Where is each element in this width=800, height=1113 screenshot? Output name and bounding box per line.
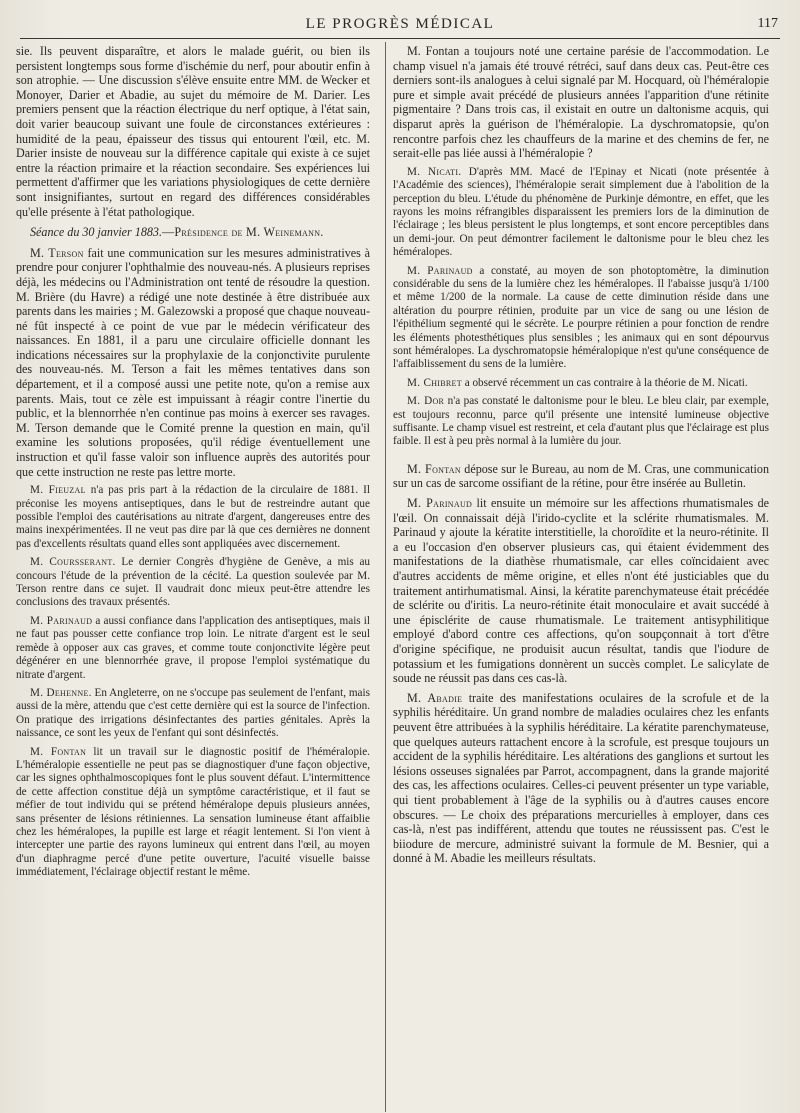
paragraph-text: En Angleterre, on ne s'occupe pas seulement de l'enfant, mais aussi de la mère, attendu que c'est cette dernière qui est la source de l'infection. On pratique des irrigations désinfectantes des parties génitales. Après la naissance, ce sont les yeux de l'enfant qui sont désinfectés. <box>16 686 370 740</box>
paragraph-text: fait une communication sur les mesures administratives à prendre pour conjurer l'ophthalmie des nouveau-nés. A plusieurs reprises déjà, les médecins ou l'Administration ont tenté de résoudre la question. M. Brière (du Havre) a rédigé une note destinée à être distribuée aux parents dans les mairies ; M. Galezowski a proposé que chaque nouveau-né fût inspecté à ce point de vue par le médecin vérificateur des naissances. En 1881, il a paru une circulaire officielle donnant les indications nécessaires sur la prophylaxie de la conjonctivite purulente des nouveau-nés. M. Terson a fait les mêmes tentatives dans son département, et il a composé aussi une petite note, qu'on a remise aux parents. Mais, tout ce zèle est impuissant à réagir contre l'inertie du public, et la blennorrhée n'en continue pas moins à exercer ses ravages. M. Terson demande que le Comité prenne la question en main, qu'il examine les solutions proposées, qu'il rédige éventuellement une instruction et qu'il fasse valoir son influence auprès des autorités pour que cette instruction ne reste pas lettre morte. <box>16 245 370 479</box>
seance-heading <box>16 225 370 240</box>
paragraph-text: n'a pas constaté le daltonisme pour le bleu. Le bleu clair, par exemple, est toujours reconnu, parce qu'il présente une intensité lumineuse objective suffisante. Le champ visuel est restreint, et cela d'autant plus que l'éclairage est plus faible. Il est à peu près normal à la lumière du jour. <box>393 395 769 448</box>
seance-presidence: —Présidence de M. Weinemann. <box>162 225 324 240</box>
speaker-name: M. Nicati. <box>407 165 462 178</box>
paragraph: M. Fontan a toujours noté une certaine parésie de l'accommodation. Le champ visuel n'a jamais été trouvé rétréci, sauf dans deux cas. Peut-être ces derniers sont-ils analogues à celui signalé par M. Hocquard, où l'héméralopie pure et simple avait précédé de plusieurs années l'apparition d'une rétinite pigmentaire ? Dans trois cas, il existait en outre un daltonisme acquis, qui disparut après la guérison de l'héméralopie. La dyschromatopsie, qu'on rencontre parfois chez les chauffeurs de la marine et des chemins de fer, ne serait-elle pas liée aussi à l'héméralopie ? <box>393 44 769 161</box>
speaker-name: M. Parinaud <box>407 264 473 277</box>
paragraph-text: lit ensuite un mémoire sur les affections rhumatismales de l'œil. On connaissait déjà l'irido-cyclite et la sclérite rhumatismales. M. Parinaud y ajoute la kératite interstitielle, la choroïdite et la neuro-rétinite. Il a eu l'occasion d'en observer plusieurs cas, qui étaient évidemment des manifestations de la diathèse rhumatismale, car elles coïncidaient avec d'autres accidents de même origine, et elles n'ont été justiciables que du traitement antirhumatismal. Ainsi, la kératite parenchymateuse était précédée de sclérite ou d'iritis. La neuro-rétinite était monoculaire et avait succédé à une épisclérite de cause rhumatismale. Le traitement antisyphilitique employé d'abord contre ces affections, qu'on soupçonnait à tort d'être d'origine spécifique, ne produisit aucun résultat, tandis que l'iodure de potassium et les fumigations donnèrent un succès complet. Le salicylate de soude ne réussit pas dans ces cas-là. <box>393 496 769 686</box>
paragraph-text: n'a pas pris part à la rédaction de la circulaire de 1881. Il préconise les moyens antiseptiques, dans le but de restreindre autant que possible l'emploi des cautérisations au nitrate d'argent, dangereuses entre des mains inexpérimentées. Il ne veut pas dire par là que ces dernières ne donnent pas d'excellents résultats quand elles sont appliquées avec discernement. <box>16 484 370 550</box>
paragraph-text: Le dernier Congrès d'hygiène de Genève, a mis au concours l'étude de la prévention de la cécité. La question soulevée par M. Terson rentre dans ce sujet. Il vaudrait donc mieux peut-être attendre les conclusions des travaux présentés. <box>16 556 370 609</box>
column-divider <box>385 42 386 1112</box>
speaker-name: M. Chibret <box>407 376 462 389</box>
paragraph <box>393 395 769 449</box>
speaker-name: M. Dor <box>407 395 445 408</box>
speaker-name: M. Parinaud <box>30 614 93 627</box>
paragraph-text: a aussi confiance dans l'application des antiseptiques, mais il ne faut pas pousser cette confiance trop loin. Le nitrate d'argent est le seul remède à opposer aux cas graves, et comme toute conjonctivite légère peut dégénérer en une blennorrhée grave, il propose l'emploi systématique du nitrate d'argent. <box>16 614 370 681</box>
speaker-name: M. Terson <box>30 245 84 260</box>
page-number: 117 <box>757 16 778 31</box>
paragraph <box>393 265 769 372</box>
paragraph <box>393 166 769 260</box>
paragraph-text: lit un travail sur le diagnostic positif de l'héméralopie. L'héméralopie essentielle ne peut pas se diagnostiquer d'une façon objective, car les signes ophthalmoscopiques font le plus souvent défaut. L'intermittence de cette affection constitue déjà un symptôme caractéristique, et il faut se méfier de tout individu qui se prétend héméralope depuis plusieurs années, sans présenter de lésions rétiniennes. La sensation lumineuse étant affaiblie chez les héméralopes, la pupille est large et réagit lentement. Si l'on vient à intercepter une partie des rayons lumineux qui entrent dans l'œil, au moyen d'un diaphragme percé d'une petite ouverture, l'acuité visuelle baisse immédiatement, l'éclairage objectif restant le même. <box>16 745 370 879</box>
speaker-name: M. Fontan <box>407 461 461 476</box>
speaker-name: M. Coursserant. <box>30 556 116 569</box>
paragraph-text: D'après MM. Macé de l'Epinay et Nicati (note présentée à l'Académie des sciences), l'héméralopie serait simplement due à l'abolition de la perception du bleu. L'étude du phénomène de Purkinje démontre, en effet, que les rayons les moins réfrangibles disparaissent les premiers lors de la diminution de l'éclairage ; les bleus persistent le plus longtemps, et sont encore perceptibles dans un demi-jour. On peut démontrer facilement le daltonisme pour le bleu chez les héméralopes. <box>393 165 769 259</box>
paragraph <box>16 484 370 551</box>
left-column <box>16 44 370 885</box>
speaker-name: M. Abadie <box>407 690 463 705</box>
paragraph-text: a observé récemment un cas contraire à la théorie de M. Nicati. <box>461 376 748 389</box>
right-column <box>393 44 769 871</box>
paragraph <box>16 615 370 682</box>
paragraph-text: traite des manifestations oculaires de la scrofule et de la syphilis héréditaire. Un grand nombre de maladies oculaires chez les enfants peuvent être attribuées à la syphilis héréditaire. La kératite parenchymateuse, que quelques auteurs rattachent encore à la scrofule, est presque toujours un accident de la syphilis héréditaire. Les altérations des ganglions et surtout les lésions osseuses signalées par Parrot, accompagnent, dans la grande majorité des cas, les affections oculaires. Celles-ci peuvent présenter un type variable, qui tient probablement à l'âge de la syphilis ou à d'autres causes encore obscures. — Le choix des préparations mercurielles à employer, dans ces cas-là, n'est pas indifférent, attendu que toutes ne réussissent pas. C'est le biiodure de mercure, administré suivant la formule de M. Besnier, qui a donné à M. Abadie les meilleurs résultats. <box>393 690 769 866</box>
seance-date: Séance du 30 janvier 1883. <box>30 225 162 240</box>
paragraph-text: a constaté, au moyen de son photoptomètre, la diminution considérable du sens de la lumière chez les héméralopes. Il l'abaisse jusqu'à 1/100 et même 1/200 de la normale. La cause de cette diminution réside dans une altération du pourpre rétinien, produite par un vice de sang ou une lésion de l'épithélium segmenté qui le sécrète. Le pourpre rétinien a pour fonction de rendre les éléments photesthétiques plus sensibles ; les animaux qui en sont dépourvus sont héméralopes. La dyschromatopsie héméralopique n'est qu'une conséquence de l'affaiblissement du sens de la lumière. <box>393 264 769 371</box>
running-head: LE PROGRÈS MÉDICAL <box>305 16 495 32</box>
paragraph <box>16 246 370 480</box>
spacer <box>393 454 769 462</box>
paragraph <box>393 377 769 390</box>
paragraph <box>393 691 769 866</box>
paragraph: sie. Ils peuvent disparaître, et alors le malade guérit, ou bien ils persistent longtemps sous forme d'ischémie du nerf, pour aboutir enfin à son atrophie. — Une discussion s'élève ensuite entre MM. de Wecker et Monoyer, Darier et Abadie, au sujet du mémoire de M. Darier. Les premiers pensent que la réaction électrique du nerf optique, à l'état sain, doit varier beaucoup suivant une foule de circonstances extérieures : humidité de la peau, épaisseur des tissus qui entourent l'œil, etc. M. Darier insiste de nouveau sur la différence capitale qui existe à ce sujet entre la réaction primaire et la réaction secondaire. Ses expériences lui permettent d'affirmer que les variations physiologiques de cette dernière sont insignifiantes, surtout en regard des différences considérables qu'elle présente à l'état pathologique. <box>16 44 370 219</box>
paragraph <box>16 556 370 610</box>
small-print-block <box>16 484 370 879</box>
speaker-name: M. Fontan <box>30 745 87 758</box>
speaker-name: M. Fieuzal <box>30 484 86 497</box>
paragraph-text: dépose sur le Bureau, au nom de M. Cras, une communication sur un cas de sarcome ossifiant de la rétine, pour être insérée au Bulletin. <box>393 461 769 491</box>
paragraph <box>393 462 769 491</box>
paragraph <box>393 496 769 686</box>
paragraph <box>16 746 370 880</box>
paragraph <box>16 687 370 741</box>
speaker-name: M. Dehenne. <box>30 686 92 699</box>
speaker-name: M. Parinaud <box>407 496 473 511</box>
small-print-block <box>393 166 769 449</box>
page-header <box>20 14 780 36</box>
header-rule <box>20 38 780 39</box>
